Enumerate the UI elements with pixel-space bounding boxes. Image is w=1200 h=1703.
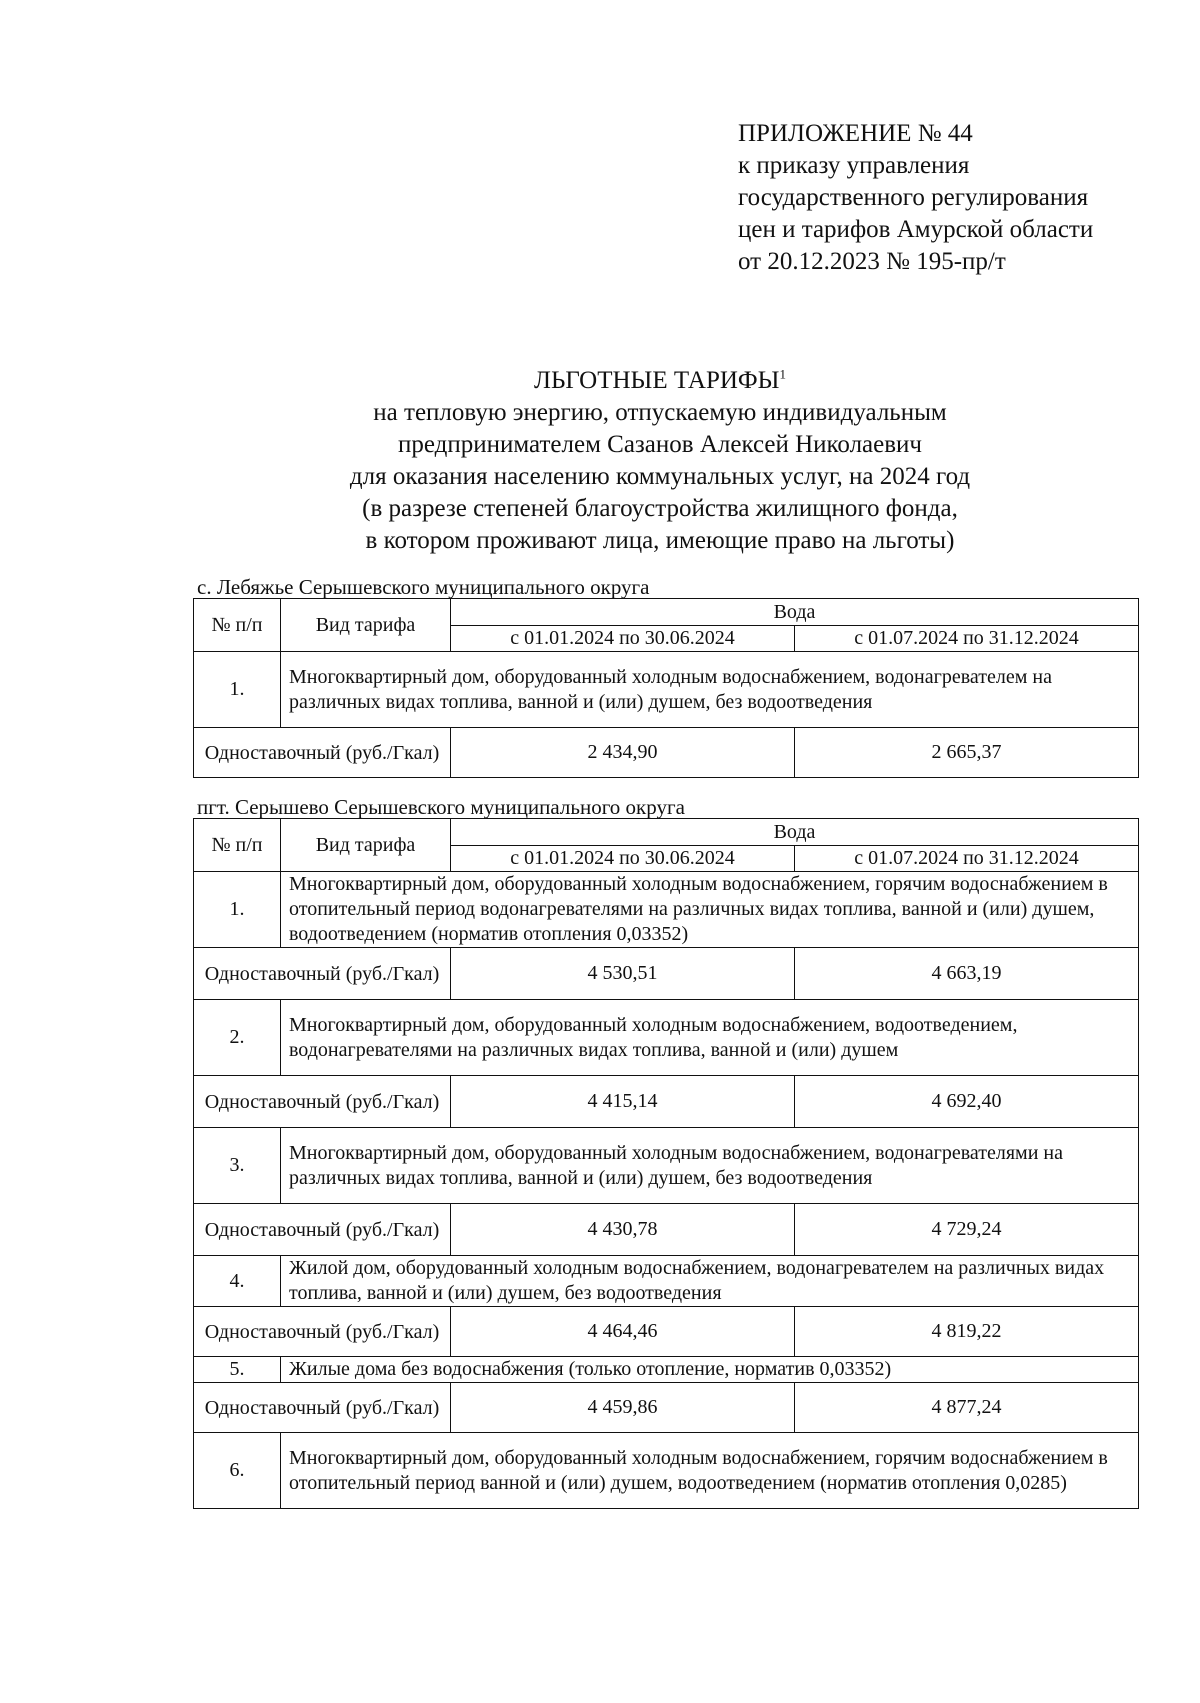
table-row xyxy=(194,1000,1139,1076)
main-title-text: ЛЬГОТНЫЕ ТАРИФЫ xyxy=(534,367,780,394)
tariff-label: Одноставочный (руб./Гкал) xyxy=(194,728,451,778)
housing-description: Жилые дома без водоснабжения (только отопление, норматив 0,03352) xyxy=(281,1357,1139,1383)
title-line: для оказания населению коммунальных услуг, на 2024 год xyxy=(349,463,971,490)
appendix-header xyxy=(738,118,1093,278)
tariff-label: Одноставочный (руб./Гкал) xyxy=(194,948,451,1000)
row-number: 4. xyxy=(194,1256,281,1307)
table-row xyxy=(194,1433,1139,1509)
tariff-value-period-2: 4 877,24 xyxy=(795,1383,1139,1433)
table-row xyxy=(194,1204,1139,1256)
section-lebyazhye xyxy=(193,576,1138,778)
tariff-value-period-1: 4 530,51 xyxy=(451,948,795,1000)
table-row xyxy=(194,948,1139,1000)
header-num: № п/п xyxy=(194,819,281,872)
table-row xyxy=(194,1128,1139,1204)
table-row xyxy=(194,652,1139,728)
tariff-value-period-1: 4 464,46 xyxy=(451,1307,795,1357)
appendix-line: от 20.12.2023 № 195-пр/т xyxy=(738,248,1006,275)
header-period-2: с 01.07.2024 по 31.12.2024 xyxy=(795,626,1139,652)
tariff-label: Одноставочный (руб./Гкал) xyxy=(194,1076,451,1128)
table-row xyxy=(194,1307,1139,1357)
header-water: Вода xyxy=(451,599,1139,626)
row-number: 1. xyxy=(194,872,281,948)
tariff-value-period-1: 4 430,78 xyxy=(451,1204,795,1256)
tariff-value-period-2: 4 729,24 xyxy=(795,1204,1139,1256)
table-row xyxy=(194,728,1139,778)
section-seryshevo xyxy=(193,796,1138,1509)
housing-description: Жилой дом, оборудованный холодным водоснабжением, водонагревателем на различных видах топлива, ванной и (или) душем, без водоотведения xyxy=(281,1256,1139,1307)
tariff-value-period-2: 4 663,19 xyxy=(795,948,1139,1000)
appendix-line: ПРИЛОЖЕНИЕ № 44 xyxy=(738,120,973,147)
row-number: 2. xyxy=(194,1000,281,1076)
table-header-row xyxy=(194,599,1139,626)
section-title: с. Лебяжье Серышевского муниципального округа xyxy=(197,575,650,599)
housing-description: Многоквартирный дом, оборудованный холодным водоснабжением, горячим водоснабжением в отопительный период ванной и (или) душем, водоотведением (норматив отопления 0,0285) xyxy=(281,1433,1139,1509)
housing-description: Многоквартирный дом, оборудованный холодным водоснабжением, горячим водоснабжением в отопительный период водонагревателями на различных видах топлива, ванной и (или) душем, водоотведением (норматив отопления 0,03352) xyxy=(281,872,1139,948)
housing-description: Многоквартирный дом, оборудованный холодным водоснабжением, водоотведением, водонагревателями на различных видах топлива, ванной и (или) душем xyxy=(281,1000,1139,1076)
table-row xyxy=(194,1383,1139,1433)
table-row xyxy=(194,1357,1139,1383)
header-tariff-type: Вид тарифа xyxy=(281,599,451,652)
tariff-label: Одноставочный (руб./Гкал) xyxy=(194,1307,451,1357)
tariff-table xyxy=(193,598,1139,778)
tariff-label: Одноставочный (руб./Гкал) xyxy=(194,1204,451,1256)
tariff-table xyxy=(193,818,1139,1509)
tariff-value-period-2: 2 665,37 xyxy=(795,728,1139,778)
section-title: пгт. Серышево Серышевского муниципального округа xyxy=(197,795,685,819)
housing-description: Многоквартирный дом, оборудованный холодным водоснабжением, водонагревателем на различных видах топлива, ванной и (или) душем, без водоотведения xyxy=(281,652,1139,728)
row-number: 5. xyxy=(194,1357,281,1383)
title-line: (в разрезе степеней благоустройства жилищного фонда, xyxy=(362,495,958,522)
table-header-row xyxy=(194,819,1139,846)
table-row xyxy=(194,1076,1139,1128)
header-period-1: с 01.01.2024 по 30.06.2024 xyxy=(451,846,795,872)
table-row xyxy=(194,1256,1139,1307)
row-number: 3. xyxy=(194,1128,281,1204)
title-line: предпринимателем Сазанов Алексей Николаевич xyxy=(398,431,922,458)
header-water: Вода xyxy=(451,819,1139,846)
housing-description: Многоквартирный дом, оборудованный холодным водоснабжением, водонагревателями на различных видах топлива, ванной и (или) душем, без водоотведения xyxy=(281,1128,1139,1204)
title-line: на тепловую энергию, отпускаемую индивидуальным xyxy=(373,399,947,426)
appendix-line: государственного регулирования xyxy=(738,184,1089,211)
row-number: 6. xyxy=(194,1433,281,1509)
document-title xyxy=(220,365,1100,557)
appendix-line: цен и тарифов Амурской области xyxy=(738,216,1094,243)
tariff-value-period-1: 4 415,14 xyxy=(451,1076,795,1128)
header-period-1: с 01.01.2024 по 30.06.2024 xyxy=(451,626,795,652)
main-title xyxy=(220,365,1100,397)
tariff-label: Одноставочный (руб./Гкал) xyxy=(194,1383,451,1433)
row-number: 1. xyxy=(194,652,281,728)
tariff-value-period-1: 4 459,86 xyxy=(451,1383,795,1433)
appendix-line: к приказу управления xyxy=(738,152,970,179)
tariff-value-period-2: 4 819,22 xyxy=(795,1307,1139,1357)
table-row xyxy=(194,872,1139,948)
header-num: № п/п xyxy=(194,599,281,652)
tariff-value-period-2: 4 692,40 xyxy=(795,1076,1139,1128)
footnote-mark: 1 xyxy=(779,366,786,382)
header-period-2: с 01.07.2024 по 31.12.2024 xyxy=(795,846,1139,872)
tariff-value-period-1: 2 434,90 xyxy=(451,728,795,778)
header-tariff-type: Вид тарифа xyxy=(281,819,451,872)
title-line: в котором проживают лица, имеющие право на льготы) xyxy=(365,527,955,554)
